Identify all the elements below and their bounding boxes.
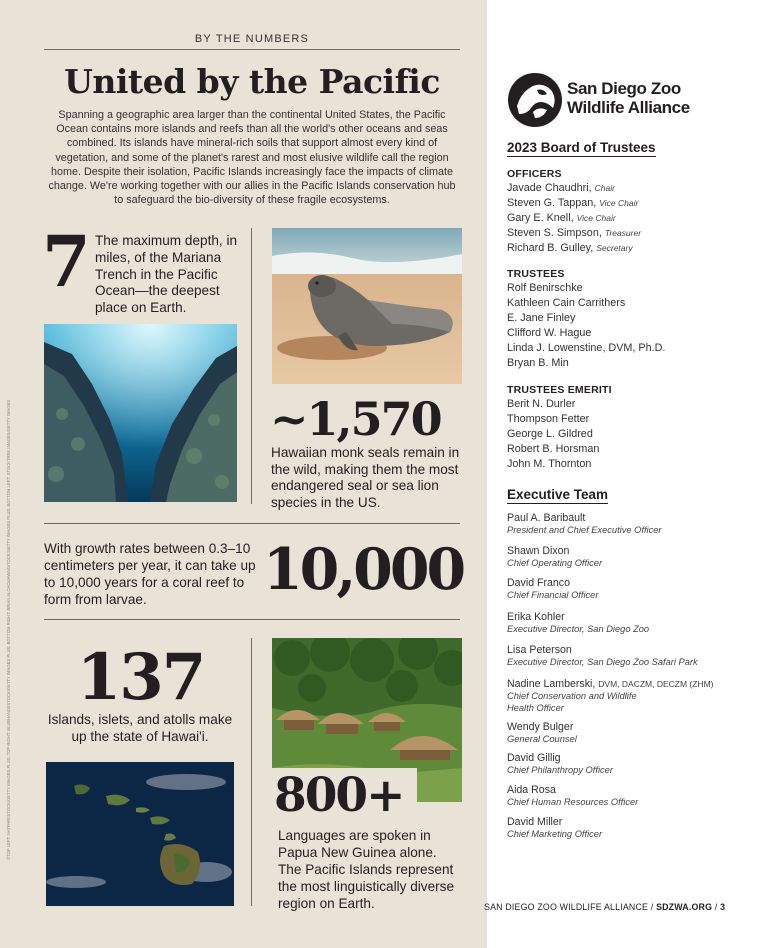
mid-rule-2 [44, 619, 460, 620]
trustee-item: Rolf Benirschke [507, 282, 583, 294]
stat-languages-number: 800+ [274, 768, 404, 823]
stat-seals-text: Hawaiian monk seals remain in the wild, making them the most endangered seal or sea lion species in the US. [271, 445, 460, 510]
exec-member: David Franco Chief Financial Officer [507, 577, 599, 600]
emeritus-item: Robert B. Horsman [507, 443, 600, 456]
emeritus-item: Berit N. Durler [507, 398, 576, 410]
trustees-list [507, 281, 737, 372]
stat-coral-number: 10,000 [263, 536, 464, 603]
footer-separator: / [714, 902, 718, 912]
trustee-item: Kathleen Cain Carrithers [507, 297, 626, 310]
logo-line2: Wildlife Alliance [567, 98, 690, 117]
hawaii-satellite-photo [46, 762, 234, 906]
monk-seal-photo [272, 228, 462, 384]
emeritus-item: George L. Gildred [507, 428, 593, 441]
sdzwa-logo-icon [507, 72, 563, 128]
emeriti-heading: TRUSTEES EMERITI [507, 384, 612, 396]
trustee-item: Clifford W. Hague [507, 327, 592, 340]
section-kicker: BY THE NUMBERS [194, 33, 310, 45]
officer-item: Steven S. Simpson, Treasurer [507, 227, 642, 240]
emeritus-item: Thompson Fetter [507, 413, 590, 426]
stat-trench-text: The maximum depth, in miles, of the Mariana Trench in the Pacific Ocean—the deepest place on Earth. [95, 233, 238, 316]
logo-line1: San Diego Zoo [567, 79, 681, 98]
stat-islands-number: 137 [76, 640, 205, 715]
page-title: United by the Pacific [64, 62, 440, 101]
intro-paragraph: Spanning a geographic area larger than the continental United States, the Pacific Ocean contains more islands and reefs than all the world's other oceans and seas combined. Its islands have mineral-rich soils that support almost every kind of vegetation, and some of the planet's rarest and most elusive wildlife call the region home. Despite their isolation, Pacific Islands increasingly face the impacts of climate change. We're working together with our allies in the Pacific Islands conservation hub to safeguard the bio-diversity of these fragile ecosystems. [48, 109, 456, 207]
page-number: 3 [720, 902, 726, 912]
stat-islands-text: Islands, islets, and atolls make up the state of Hawai'i. [47, 712, 233, 744]
exec-member: Erika Kohler Executive Director, San Diego Zoo [507, 611, 650, 634]
trustee-item: E. Jane Finley [507, 312, 576, 325]
footer-org: SAN DIEGO ZOO WILDLIFE ALLIANCE [484, 902, 649, 912]
stat-seals-number: ~1,570 [270, 392, 441, 446]
trustee-item: Linda J. Lowenstine, DVM, Ph.D. [507, 342, 666, 355]
exec-member: Wendy Bulger General Counsel [507, 721, 577, 744]
exec-member: Aida Rosa Chief Human Resources Officer [507, 784, 639, 807]
stat-trench-number: 7 [42, 220, 89, 303]
footer-separator: / [650, 902, 654, 912]
board-title: 2023 Board of Trustees [507, 140, 656, 155]
header-rule [44, 49, 460, 50]
page-footer [484, 902, 734, 912]
emeritus-item: John M. Thornton [507, 458, 592, 471]
trench-photo [44, 324, 237, 502]
stat-coral-text: With growth rates between 0.3–10 centimeters per year, it can take up to 10,000 years for a coral reef to form from larvae. [44, 541, 256, 607]
exec-member: David Gillig Chief Philanthropy Officer [507, 752, 613, 775]
exec-member: Paul A. Baribault President and Chief Executive Officer [507, 512, 662, 535]
officer-item: Steven G. Tappan, Vice Chair [507, 197, 639, 210]
column-divider-bottom [251, 638, 252, 906]
officer-item: Gary E. Knell, Vice Chair [507, 212, 616, 225]
trustees-heading: TRUSTEES [507, 268, 565, 280]
exec-member: Shawn Dixon Chief Operating Officer [507, 545, 603, 568]
officer-item: Richard B. Gulley, Secretary [507, 242, 633, 255]
officers-list [507, 181, 737, 256]
exec-member: David Miller Chief Marketing Officer [507, 816, 603, 839]
executive-title: Executive Team [507, 487, 609, 502]
trustee-item: Bryan B. Min [507, 357, 569, 370]
exec-member: Nadine Lamberski, DVM, DACZM, DECZM (ZHM) Chief Conservation and Wildlife Health Officer [507, 678, 714, 713]
stat-languages-text: Languages are spoken in Papua New Guinea alone. The Pacific Islands represent the most linguistically diverse region on Earth. [278, 828, 455, 911]
column-divider-top [251, 228, 252, 504]
officer-item: Javade Chaudhri, Chair [507, 182, 615, 194]
emeriti-list [507, 397, 737, 472]
photo-credit: ©TOP LEFT: NATPAR/ISTOCK/GETTY IMAGES PLUS; TOP RIGHT: BLUEHAND/ISTOCK/GETTY IMAGES PLUS; BOTTOM RIGHT: BRIAN ALCHOUAWA/ISTOCK/GETTY IMAGES PLUS; BOTTOM LEFT: STOCKTREK IMAGES/GETTY IMAGES [6, 399, 11, 860]
officers-heading: OFFICERS [507, 168, 562, 180]
exec-member: Lisa Peterson Executive Director, San Diego Zoo Safari Park [507, 644, 698, 667]
footer-site-link[interactable]: SDZWA.ORG [656, 902, 713, 912]
mid-rule-1 [44, 523, 460, 524]
